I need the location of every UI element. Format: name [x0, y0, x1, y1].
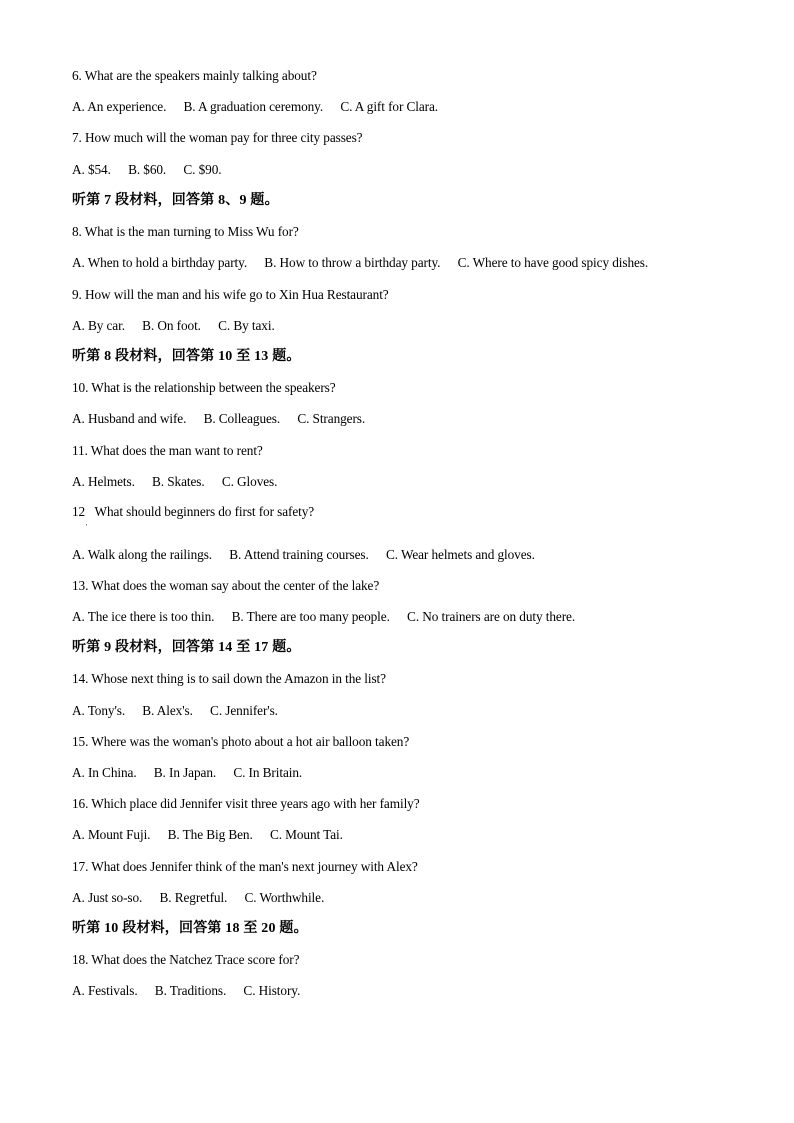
option-7a: A. $54. — [72, 162, 111, 177]
options-6 — [72, 99, 438, 115]
options-15 — [72, 765, 302, 781]
option-17b: B. Regretful. — [159, 890, 228, 905]
options-16 — [72, 827, 343, 843]
option-10a: A. Husband and wife. — [72, 411, 187, 426]
question-12: 12 What should beginners do first for safety? — [72, 504, 315, 519]
option-14a: A. Tony's. — [72, 703, 126, 718]
options-12 — [72, 547, 535, 563]
question-16: 16. Which place did Jennifer visit three years ago with her family? — [72, 796, 420, 811]
question-18: 18. What does the Natchez Trace score for? — [72, 952, 300, 967]
option-6a: A. An experience. — [72, 99, 167, 114]
option-17a: A. Just so-so. — [72, 890, 143, 905]
option-18a: A. Festivals. — [72, 983, 138, 998]
question-13: 13. What does the woman say about the center of the lake? — [72, 578, 380, 593]
section-heading-7: 听第 7 段材料，回答第 8、9 题。 — [72, 193, 279, 208]
option-13c: C. No trainers are on duty there. — [407, 609, 576, 624]
option-8a: A. When to hold a birthday party. — [72, 255, 248, 270]
option-9c: C. By taxi. — [218, 318, 275, 333]
option-18b: B. Traditions. — [154, 983, 227, 998]
options-8 — [72, 255, 648, 271]
option-7b: B. $60. — [128, 162, 167, 177]
option-15c: C. In Britain. — [233, 765, 303, 780]
option-9b: B. On foot. — [142, 318, 201, 333]
option-11a: A. Helmets. — [72, 474, 135, 489]
option-11c: C. Gloves. — [221, 474, 278, 489]
options-11 — [72, 474, 277, 490]
option-9a: A. By car. — [72, 318, 125, 333]
option-11b: B. Skates. — [152, 474, 205, 489]
option-14b: B. Alex's. — [142, 703, 193, 718]
stray-mark: ' — [86, 523, 88, 531]
option-7c: C. $90. — [183, 162, 222, 177]
question-14: 14. Whose next thing is to sail down the Amazon in the list? — [72, 671, 386, 686]
question-17: 17. What does Jennifer think of the man's next journey with Alex? — [72, 859, 418, 874]
question-15: 15. Where was the woman's photo about a hot air balloon taken? — [72, 734, 410, 749]
option-10b: B. Colleagues. — [203, 411, 281, 426]
option-8b: B. How to throw a birthday party. — [264, 255, 441, 270]
question-10: 10. What is the relationship between the speakers? — [72, 380, 336, 395]
option-13a: A. The ice there is too thin. — [72, 609, 215, 624]
options-9 — [72, 318, 275, 334]
options-13 — [72, 609, 575, 625]
question-6: 6. What are the speakers mainly talking about? — [72, 68, 317, 83]
question-11: 11. What does the man want to rent? — [72, 443, 263, 458]
option-6b: B. A graduation ceremony. — [183, 99, 324, 114]
options-14 — [72, 703, 278, 719]
options-7 — [72, 162, 221, 178]
option-15b: B. In Japan. — [153, 765, 217, 780]
section-heading-10: 听第 10 段材料，回答第 18 至 20 题。 — [72, 921, 308, 936]
options-10 — [72, 411, 365, 427]
option-15a: A. In China. — [72, 765, 137, 780]
option-17c: C. Worthwhile. — [244, 890, 325, 905]
section-heading-9: 听第 9 段材料，回答第 14 至 17 题。 — [72, 640, 301, 655]
option-16c: C. Mount Tai. — [269, 827, 343, 842]
options-18 — [72, 983, 300, 999]
question-7: 7. How much will the woman pay for three city passes? — [72, 130, 363, 145]
section-heading-8: 听第 8 段材料，回答第 10 至 13 题。 — [72, 349, 301, 364]
option-12a: A. Walk along the railings. — [72, 547, 213, 562]
options-17 — [72, 890, 324, 906]
option-8c: C. Where to have good spicy dishes. — [457, 255, 649, 270]
option-12c: C. Wear helmets and gloves. — [385, 547, 535, 562]
question-9: 9. How will the man and his wife go to Xin Hua Restaurant? — [72, 287, 389, 302]
option-10c: C. Strangers. — [297, 411, 366, 426]
option-6c: C. A gift for Clara. — [340, 99, 439, 114]
option-13b: B. There are too many people. — [231, 609, 390, 624]
option-14c: C. Jennifer's. — [210, 703, 278, 718]
option-12b: B. Attend training courses. — [229, 547, 369, 562]
option-18c: C. History. — [243, 983, 301, 998]
option-16a: A. Mount Fuji. — [72, 827, 151, 842]
question-8: 8. What is the man turning to Miss Wu for? — [72, 224, 299, 239]
option-16b: B. The Big Ben. — [167, 827, 253, 842]
